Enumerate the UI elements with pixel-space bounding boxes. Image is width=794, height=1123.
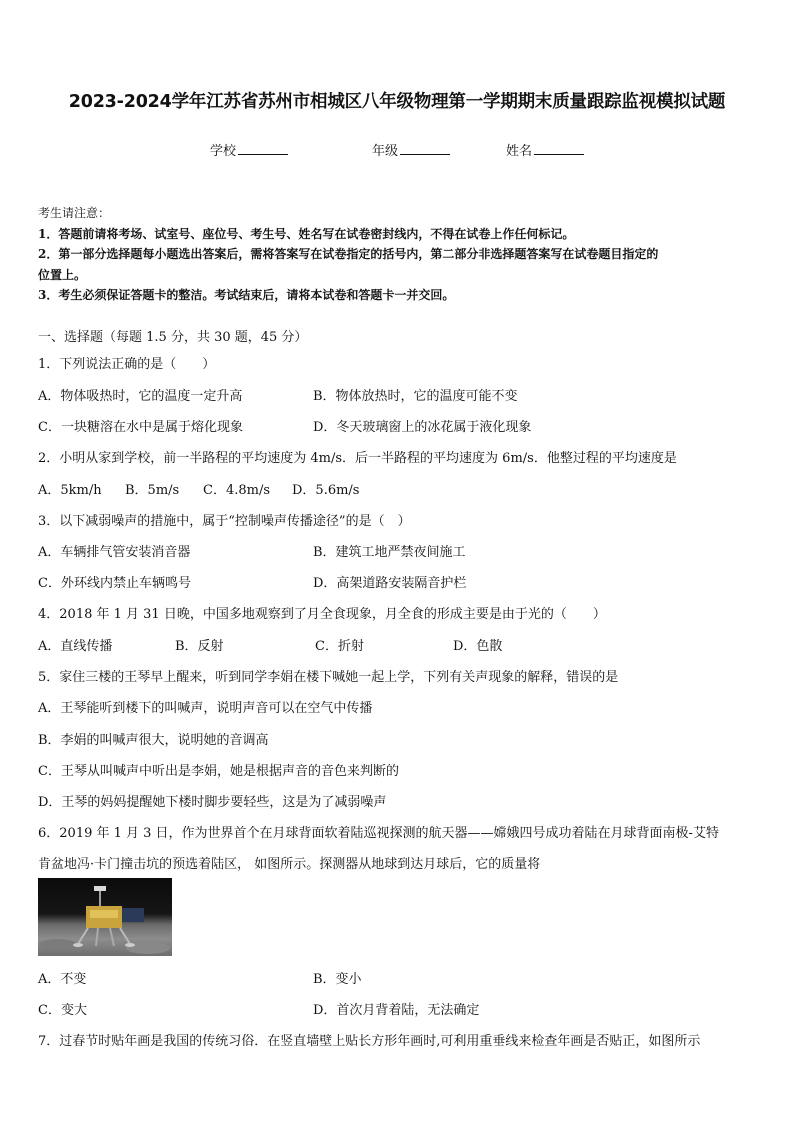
question-6-stem: 6．2019 年 1 月 3 日，作为世界首个在月球背面软着陆巡视探测的航天器——嫦娥四号成功着陆在月球背面南极-艾特 (38, 826, 719, 841)
school-blank[interactable] (238, 142, 288, 155)
q1-option-d[interactable]: D．冬天玻璃窗上的冰花属于液化现象 (313, 420, 532, 435)
lander-illustration (38, 878, 172, 956)
grade-field (372, 140, 450, 159)
q2-option-d[interactable]: D．5.6m/s (292, 483, 360, 498)
q4-option-a[interactable]: A．直线传播 (38, 639, 113, 654)
name-label: 姓名 (506, 144, 533, 159)
q5-option-a[interactable]: A．王琴能听到楼下的叫喊声，说明声音可以在空气中传播 (38, 701, 373, 716)
q5-option-d[interactable]: D．王琴的妈妈提醒她下楼时脚步要轻些，这是为了减弱噪声 (38, 795, 387, 810)
q4-option-d[interactable]: D．色散 (453, 639, 503, 654)
q2-option-b[interactable]: B．5m/s (125, 483, 180, 498)
question-6-stem-cont: 肯盆地冯·卡门撞击坑的预选着陆区， 如图所示。探测器从地球到达月球后，它的质量将 (38, 857, 541, 872)
school-label: 学校 (210, 144, 237, 159)
q5-option-c[interactable]: C．王琴从叫喊声中听出是李娟，她是根据声音的音色来判断的 (38, 764, 399, 779)
q6-option-b[interactable]: B．变小 (313, 972, 362, 987)
q6-option-d[interactable]: D．首次月背着陆，无法确定 (313, 1003, 480, 1018)
q1-option-b[interactable]: B．物体放热时，它的温度可能不变 (313, 389, 518, 404)
grade-label: 年级 (372, 144, 399, 159)
q5-option-b[interactable]: B．李娟的叫喊声很大，说明她的音调高 (38, 733, 269, 748)
q6-option-c[interactable]: C．变大 (38, 1003, 87, 1018)
q3-option-c[interactable]: C．外环线内禁止车辆鸣号 (38, 576, 191, 591)
q3-option-a[interactable]: A．车辆排气管安装消音器 (38, 545, 191, 560)
q2-option-a[interactable]: A．5km/h (38, 483, 102, 498)
name-field (506, 140, 584, 159)
q4-option-c[interactable]: C．折射 (315, 639, 364, 654)
page-title: 2023-2024学年江苏省苏州市相城区八年级物理第一学期期末质量跟踪监视模拟试题 (68, 92, 726, 112)
question-3-stem: 3．以下减弱噪声的措施中，属于“控制噪声传播途径”的是（ ） (38, 514, 411, 529)
question-5-stem: 5．家住三楼的王琴早上醒来，听到同学李娟在楼下喊她一起上学，下列有关声现象的解释，错误的是 (38, 670, 619, 685)
q2-option-c[interactable]: C．4.8m/s (203, 483, 270, 498)
section-heading: 一、选择题（每题 1.5 分，共 30 题，45 分） (38, 330, 308, 345)
q3-option-b[interactable]: B．建筑工地严禁夜间施工 (313, 545, 466, 560)
note-item: 位置上。 (38, 267, 87, 282)
exam-notes (38, 203, 758, 306)
q3-option-d[interactable]: D．高架道路安装隔音护栏 (313, 576, 467, 591)
question-4-stem: 4．2018 年 1 月 31 日晚，中国多地观察到了月全食现象，月全食的形成主要是由于光的（ ） (38, 607, 606, 622)
question-1-stem: 1．下列说法正确的是（ ） (38, 357, 216, 372)
school-field (210, 140, 288, 159)
note-item: 2．第一部分选择题每小题选出答案后，需将答案写在试卷指定的括号内，第二部分非选择题答案写在试卷题目指定的 (38, 247, 659, 261)
q4-option-b[interactable]: B．反射 (175, 639, 224, 654)
note-item: 3．考生必须保证答题卡的整洁。考试结束后，请将本试卷和答题卡一并交回。 (38, 288, 455, 302)
name-blank[interactable] (534, 142, 584, 155)
q1-option-c[interactable]: C．一块糖溶在水中是属于熔化现象 (38, 420, 243, 435)
grade-blank[interactable] (400, 142, 450, 155)
q1-option-a[interactable]: A．物体吸热时，它的温度一定升高 (38, 389, 243, 404)
notes-heading: 考生请注意： (38, 206, 111, 220)
note-item: 1．答题前请将考场、试室号、座位号、考生号、姓名写在试卷密封线内，不得在试卷上作任何标记。 (38, 226, 575, 241)
q6-option-a[interactable]: A．不变 (38, 972, 87, 987)
lunar-lander-photo (38, 878, 172, 956)
question-7-stem: 7．过春节时贴年画是我国的传统习俗．在竖直墙壁上贴长方形年画时,可利用重垂线来检查年画是否贴正，如图所示 (38, 1034, 701, 1049)
question-2-stem: 2．小明从家到学校，前一半路程的平均速度为 4m/s．后一半路程的平均速度为 6m/s．他整过程的平均速度是 (38, 451, 677, 466)
